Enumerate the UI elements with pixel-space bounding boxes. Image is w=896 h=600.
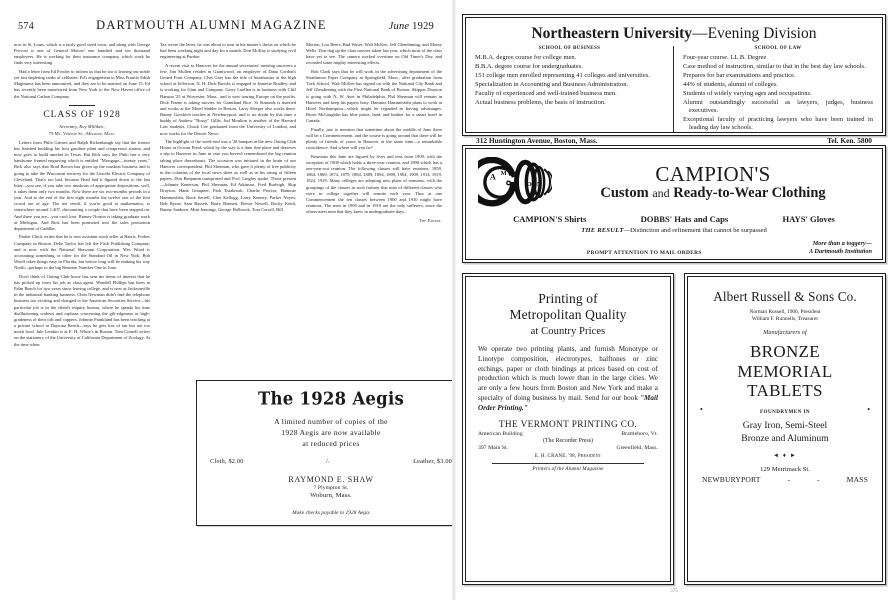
aegis-lead-line: A limited number of copies of the xyxy=(274,417,388,426)
northeastern-name: Northeastern University xyxy=(531,25,693,42)
bullet-ornament-right: • xyxy=(867,405,870,414)
price-cloth: Cloth, $2.00 xyxy=(210,458,244,465)
northeastern-phone: Tel. Ken. 5800 xyxy=(827,136,872,146)
class-title: CLASS OF 1928 xyxy=(43,109,121,121)
issue-year: 1929 xyxy=(412,21,434,32)
paragraph: Reunions this June are figured by fives and tens from 1909, with the exception of 1908 which holds a three-year reunion, and 1898 which has a one-year-out reunion. The following classes will have reunions: 1859, 1864, 1869, 1874, 1879, 1884, 1889, 1894, 1899, 1904, 1909, 1914, 1919, 1924, 1929. Many colleges are adopting new plans of reunions, with the groupings of the classes in such fashion that men of different classes who were in college together will reunite each year. Thus at one Commencement the ten classes between 1900 and 1910 might have reunions. The men in 1900 and in 1910 are the only sufferers, since the others meet men that they knew in undergraduate days. xyxy=(306,153,442,215)
aegis-lead xyxy=(206,416,456,449)
aegis-footer-note: Make checks payable to 1928 Aegis xyxy=(292,509,370,516)
ad-vermont-printing[interactable] xyxy=(462,273,674,585)
ad-inner-border xyxy=(465,276,671,582)
tagline-custom: Custom xyxy=(600,184,649,201)
russell-address: 129 Merrimack St. xyxy=(760,466,810,474)
ad-1928-aegis[interactable] xyxy=(196,380,466,526)
svg-text:O: O xyxy=(526,180,532,188)
school-of-law xyxy=(674,46,873,133)
aegis-street: 7 Plympton St. xyxy=(313,485,349,491)
aegis-town: Woburn, Mass. xyxy=(310,491,352,499)
vermont-city-2: Greenfield, Mass. xyxy=(616,445,658,452)
campion-header xyxy=(476,157,872,207)
slogan-line-2: A Dartmouth Institution xyxy=(809,247,872,255)
vermont-footer: Printers of the Alumni Magazine xyxy=(532,466,604,473)
page-folio-left: 574 xyxy=(18,21,35,32)
campion-brand: CAMPION'S xyxy=(655,161,771,186)
russell-product-3: TABLETS xyxy=(747,381,823,401)
northeastern-footer xyxy=(475,136,873,145)
campion-tagline xyxy=(554,186,872,202)
campion-mail-note: PROMPT ATTENTION TO MAIL ORDERS xyxy=(586,249,702,256)
campion-footer xyxy=(476,240,872,256)
ad-northeastern-university[interactable] xyxy=(462,14,886,146)
result-label: THE RESULT xyxy=(581,227,624,234)
russell-city: NEWBURYPORT xyxy=(702,475,761,485)
vermont-president: E. H. CRANE, '98, President xyxy=(534,452,602,459)
price-separator: ∴ xyxy=(325,459,331,465)
paragraph: now in St. Louis, which is a fairly good sized town, and along with George Provost is one of General Motors' one hundred and ten thousand employees. He is working for their insurance company, which work he finds very interesting. xyxy=(14,42,150,66)
tagline-ready: Ready-to-Wear Clothing xyxy=(673,184,826,201)
class-secretary: Secretary, Roy Milliken, xyxy=(59,124,105,130)
vermont-building: American Building xyxy=(478,431,523,438)
slogan-line-1: More than a toggery— xyxy=(812,240,872,247)
page-575 xyxy=(456,0,896,600)
business-item: M.B.A. degree course for college men. xyxy=(475,53,577,61)
editor-signature: The Editor. xyxy=(419,217,442,223)
law-item: Alumni outstandingly successful as lawyers, judges, business executives. xyxy=(683,99,873,114)
ad-campions-clothing[interactable] xyxy=(462,145,886,263)
law-item: Students of widely varying ages and occupations. xyxy=(683,89,812,97)
northeastern-address: 312 Huntington Avenue, Boston, Mass. xyxy=(476,136,598,146)
vermont-body-text: We operate two printing plants, and furnish Monotype or Linotype composition, electrotypes, halftones or zinc etchings, paper or cloth bindings at prices based on cost of production which is much lower than in the large cities. We are only a few hours from Boston and New York and make a specialty of doing business by mail. Send for our book xyxy=(478,344,658,402)
russell-product-1: BRONZE xyxy=(749,342,821,362)
russell-company-name: Albert Russell & Sons Co. xyxy=(713,289,857,304)
business-item: Actual business problems, the basis of instruction. xyxy=(475,99,606,107)
paragraph: Morton, Lou Beers, Bud Weser, Walt McKee, Jeff Glendinning, and Monty Wells. Don dug up the class movies taken last year, which most of the class have yet to see. The camera worked overtime on Old Timer's Day, and recorded some mighty interesting effects. xyxy=(306,42,442,66)
russell-manufacturers-label: Manufacturers of xyxy=(763,330,807,337)
paragraph: A recent visit to Hanover for the annual secretaries' meeting uncovers a few. Jim Mullen resides in Grantwood, an employee of Dana Cordon's United Fruit Company. Chet Gray has the title of headmaster at the high school at Jefferson, N. H. Dick Brooks is engaged to Jeanette Bradley, and is working for Ginn and Company. Gerry Luellen is in business with Cliff Hanson '25 at Worcester, Mass., and is now touring Europe on the profits. Dick Frame is taking movies for Grantland Rice. Si Simonds is married and works at the Motel Stabler in Boston. Larry Sleeper also works there. Bunny Goodrich teaches at Newburyport, and is no doubt by this time a buddy of Andrew "Bossy" Gillis. Jud Moulton is another of the Harvard Law students. Chuck Coe graduated from the University of London, and now works for the Detroit News. xyxy=(160,62,296,136)
ad-inner-border xyxy=(465,17,883,146)
russell-product-2: MEMORIAL xyxy=(737,361,833,381)
northeastern-columns xyxy=(475,46,873,133)
vermont-head-1: Printing of xyxy=(538,291,598,306)
russell-metals-1: Gray Iron, Semi-Steel xyxy=(742,420,828,432)
class-heading-block xyxy=(14,105,150,137)
ornament-divider: ◄ ♦ ► xyxy=(773,453,797,460)
law-item: Prepares for bar examinations and practice. xyxy=(683,71,796,79)
svg-text:N: N xyxy=(537,181,542,188)
aegis-lead-line: 1928 Aegis are now available xyxy=(281,428,381,437)
aegis-contact-name: RAYMOND E. SHAW xyxy=(288,475,374,484)
campion-brand-list xyxy=(486,214,862,224)
russell-metals-2: Bronze and Aluminum xyxy=(741,432,829,444)
russell-officers xyxy=(698,309,872,323)
brand-item: DOBBS' Hats and Caps xyxy=(640,214,729,224)
school-of-business xyxy=(475,46,674,133)
issue-date xyxy=(389,21,434,32)
vermont-street-2: 397 Main St. xyxy=(478,445,509,452)
vermont-address-1 xyxy=(478,431,658,437)
vermont-head-3: at Country Prices xyxy=(530,325,606,337)
title-dash: — xyxy=(692,25,708,42)
paragraph: Had a letter from Ed Fowler to inform us that he too is leaving our noble yet fast depleting ranks of celibates. Ed's engagement to Miss Francie Edith Maginness has been announced, and they are to be married on June 15. Ed has recently been transferred from New York to the New Haven office of the National Carbon Company. xyxy=(14,69,150,99)
vermont-book-title: "Mail Order Printing." xyxy=(478,393,658,412)
campion-slogan xyxy=(809,240,872,256)
paragraph: The highlight of the week-end was a '28 banquet at the new Outing Club House at Occom Pond, which by the way is a darn fine place and deserves a trip to Hanover in June in case you haven't remembered the big reunion taking place thereabouts. The occasion was initiated in the brain of our Hanover correspondent, Phil Sherman, who gave it plenty of free publicity in the columns of the local news sheet as well as in his airing of fifteen papers. Don Benjamin transported and Prof. Lingley spoke. Those present—Johnnie Kenerson, Phil Sherman, Ed Atkinson, Fred Burleigh, Skip Drayton, Hank Graupner, Park Estabrook, Charlie Proctor, Hammie Hammesfahr, Buck Serrell, Chet Kellogg, Larry Kenney, Parker Noyes, Bob Byrne, Sam Bassett, Harry Bennett, Howie Newell, Rocky Keith, Bunny Sanborn, Mutt Jennings, George Holbrook, Tom Carroll, Bill xyxy=(160,139,296,212)
law-heading: SCHOOL OF LAW xyxy=(754,46,802,51)
campion-result-line xyxy=(476,227,872,234)
divider-rule xyxy=(492,463,644,464)
brand-item: CAMPION'S Shirts xyxy=(513,214,587,224)
campion-monogram-logo xyxy=(478,157,552,207)
paragraph: Letters from Philo Grimes and Ralph Rickenbaugh say that the former has finished building his first gasoline plant and compressor station, and now goes to build another in Texas. But Rick says the Philo has a very handsome framed engraving which is entitled "Mortgage—twenty years." Rick also says that Brad Brown has given up the muskrat business and is going to take the Wisconsin territory for the Lincoln Electric Company of Cleveland. That's too bad, because Brad had it figured down to the last litter—you see, if you take two muskrats of appropriate dispositions, well, it takes them only two months. Now there are six two-months periods in a year. And at the end of the first eight months the twelve rats of the first crowd are of age. The net result, if you're good at mathematics, is somewhere around 1,407, discounting a couple that have been stepped on. And there you are—you can't lose. Barney Norton is taking graduate work at Michigan. And Rick has been promoted into the sales promotion department of Cadillac. xyxy=(14,139,150,231)
svg-text:P: P xyxy=(514,174,519,182)
aegis-prices xyxy=(206,458,456,465)
law-item: Exceptional faculty of practicing lawyers who have been trained in leading day law schools. xyxy=(683,116,873,131)
russell-state: MASS xyxy=(846,475,868,485)
ad-albert-russell-sons[interactable] xyxy=(684,273,886,585)
vermont-city-1: Brattleboro, Vt. xyxy=(621,431,658,438)
paragraph: Don't think of Outing Club horse has sent me items of interest that he has picked up from his job as class agent. Wendell Phillips has been in Palm Beach for two years since leaving college, and is now at Jacksonville in the industrial banking business. Chris Newman didn't find the telephone business too exciting and changed to the American Securities Service—his particular job is in the client's inquiry bureau, where he spends his time disillusioning widows and orphans concerning the gilt-edgeness or high-gradeness of their oils and coppers. Johnnie Frankland has been teaching at a private school at Daytona Beach—says he gets lots of tan but not too much food. Jule Lemkin is at E. H. White's in Boston. Tom Cornell writes on the stationery of the University of California Department of Zoology. At the time when xyxy=(14,273,150,347)
dash-2: - xyxy=(817,476,820,485)
business-item: B.B.A. degree course for undergraduates. xyxy=(475,62,583,70)
northeastern-title xyxy=(475,25,873,43)
divider-rule xyxy=(69,105,95,106)
northeastern-division: Evening Division xyxy=(707,25,817,42)
svg-text:M: M xyxy=(500,170,507,178)
bullet-ornament-left: • xyxy=(700,405,703,414)
vermont-body xyxy=(478,345,658,413)
ad-bottom-row xyxy=(462,273,886,585)
law-item: Four-year course. LL.B. Degree xyxy=(683,53,767,61)
class-address: 79 Mt. Vernon St., Melrose, Mass. xyxy=(48,130,116,136)
magazine-title: DARTMOUTH ALUMNI MAGAZINE xyxy=(96,18,327,32)
law-item: Case method of instruction, similar to that in the best day law schools. xyxy=(683,62,866,70)
russell-city-state xyxy=(698,475,872,484)
business-item: Specialization in Accounting and Business Administration. xyxy=(475,80,629,88)
campion-headings xyxy=(554,163,872,202)
russell-officer-1: Norman Russell, 1906, President xyxy=(749,309,821,315)
vermont-recorder: (The Recorder Press) xyxy=(542,438,594,445)
vermont-company: THE VERMONT PRINTING CO. xyxy=(498,420,638,431)
ad-inner-border xyxy=(687,276,883,582)
business-item: 151 college men enrolled representing 41 colleges and universities. xyxy=(475,71,650,79)
vermont-address-2 xyxy=(478,445,658,451)
law-item: 44% of students, alumni of colleges. xyxy=(683,80,778,88)
paragraph: Bob Clark says that he will work in the advertising department of the Strathmore Paper Company at Springfield, Mass., after graduation from Tuck School. Walt McKee has signed on with the National City Bank and Jeff Glendinning with the First National Bank of Boston. Skipper Drayton is going with N. W. Ayer in Philadelphia. Phil Sherman will remain in Hanover and keep his papers busy. Hammie Hammesfahr plans to work at Hotel Northampton—which might be regarded as having advantages. Brose McLaughlin has blue prints, land, and lumber for a smart hotel in Canada. xyxy=(306,69,442,124)
vermont-head-2: Metropolitan Quality xyxy=(509,307,627,323)
column-1 xyxy=(14,42,150,597)
page-folio-right: 575 xyxy=(670,589,678,594)
running-head xyxy=(14,18,444,33)
business-item: Faculty of experienced and well-trained business men. xyxy=(475,89,617,97)
paragraph: Parker Chick writes that he is now assistant stock teller at Harris, Forbes Company in Boston. Deke Taylor has left the Fitch Publishing Company, and is now with the National Shawmut Corporation. Wes Wood is accounting something or other for the Standard Oil in New York. Bob Woolf takes things easy in Florida, but before long will be making his way North—perhaps to the big Reunion Number One in June. xyxy=(14,234,150,271)
business-heading: SCHOOL OF BUSINESS xyxy=(538,46,601,51)
ad-inner-border xyxy=(465,148,883,260)
paragraph: Tax wrote the letter, he was about to turn in his master's thesis on which he had been working night and day for a month. Don McKay is studying civil engineering at Purdue. xyxy=(160,42,296,60)
paragraph: Finally, just to mention that sometime about the middle of June there will be a Commencement, and the course is going around that there will be plenty of friends of yours in Hanover at the same time—a remarkable coincidence. And where will you be? xyxy=(306,126,442,151)
result-text: —Distinction and refinement that cannot be surpassed xyxy=(623,227,767,234)
tagline-and: and xyxy=(652,185,670,200)
russell-officer-2: William F. Runnells, Treasurer xyxy=(751,316,819,323)
aegis-lead-line: at reduced prices xyxy=(302,439,360,448)
brand-item: HAYS' Gloves xyxy=(782,214,835,224)
issue-month: June xyxy=(388,21,410,32)
price-leather: Leather, $3.00 xyxy=(413,458,452,465)
svg-text:A: A xyxy=(489,172,496,182)
aegis-title: The 1928 Aegis xyxy=(257,388,405,409)
russell-foundrymen-label: FOUNDRYMEN IN xyxy=(759,409,811,416)
dash-1: - xyxy=(787,476,791,485)
